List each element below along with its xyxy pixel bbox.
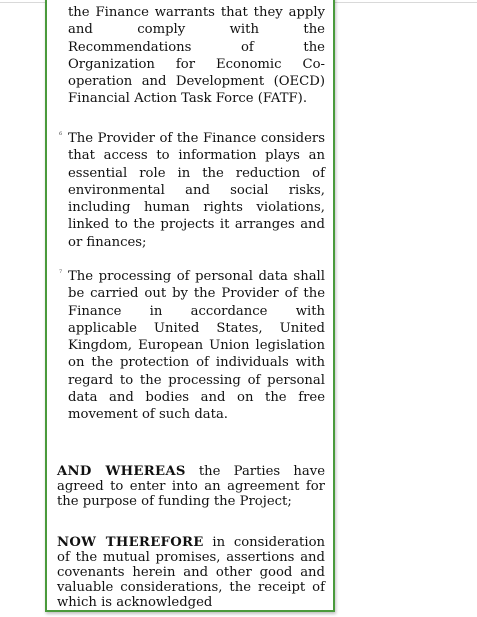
recital-lead: AND WHEREAS [57,464,186,479]
recital-and-whereas [57,464,325,509]
clause-6 [57,130,325,251]
clause-7 [57,268,325,424]
document-page [45,0,335,612]
recital-now-therefore [57,535,325,610]
clause-text: The processing of personal data shall be carried out by the Provider of the Finance in accordance with applicable United States, United Kingdom, European Union legislation on the protection of individuals with regard to the processing of personal data and bodies and on the free movement of such data. [68,269,325,423]
recital-text: the Parties have agreed to enter into an agreement for the purpose of funding the Project; [57,464,325,509]
recital-text: in consideration of the mutual promises, assertions and covenants herein and other good and valuable considerations, the receipt of which is acknowledged [57,535,325,610]
recital-lead: NOW THEREFORE [57,535,204,550]
clause-marker: 6 [59,131,63,137]
clause-text: the Finance warrants that they apply and comply with the Recommendations of the Organization for Economic Co-operation and Development (OECD) Financial Action Task Force (FATF). [68,5,325,107]
clause-marker: 7 [59,269,63,275]
clause-5-continued [57,4,325,108]
clause-text: The Provider of the Finance considers that access to information plays an essential role in the reduction of environmental and social risks, including human rights violations, linked to the projects it arranges and or finances; [68,131,325,250]
